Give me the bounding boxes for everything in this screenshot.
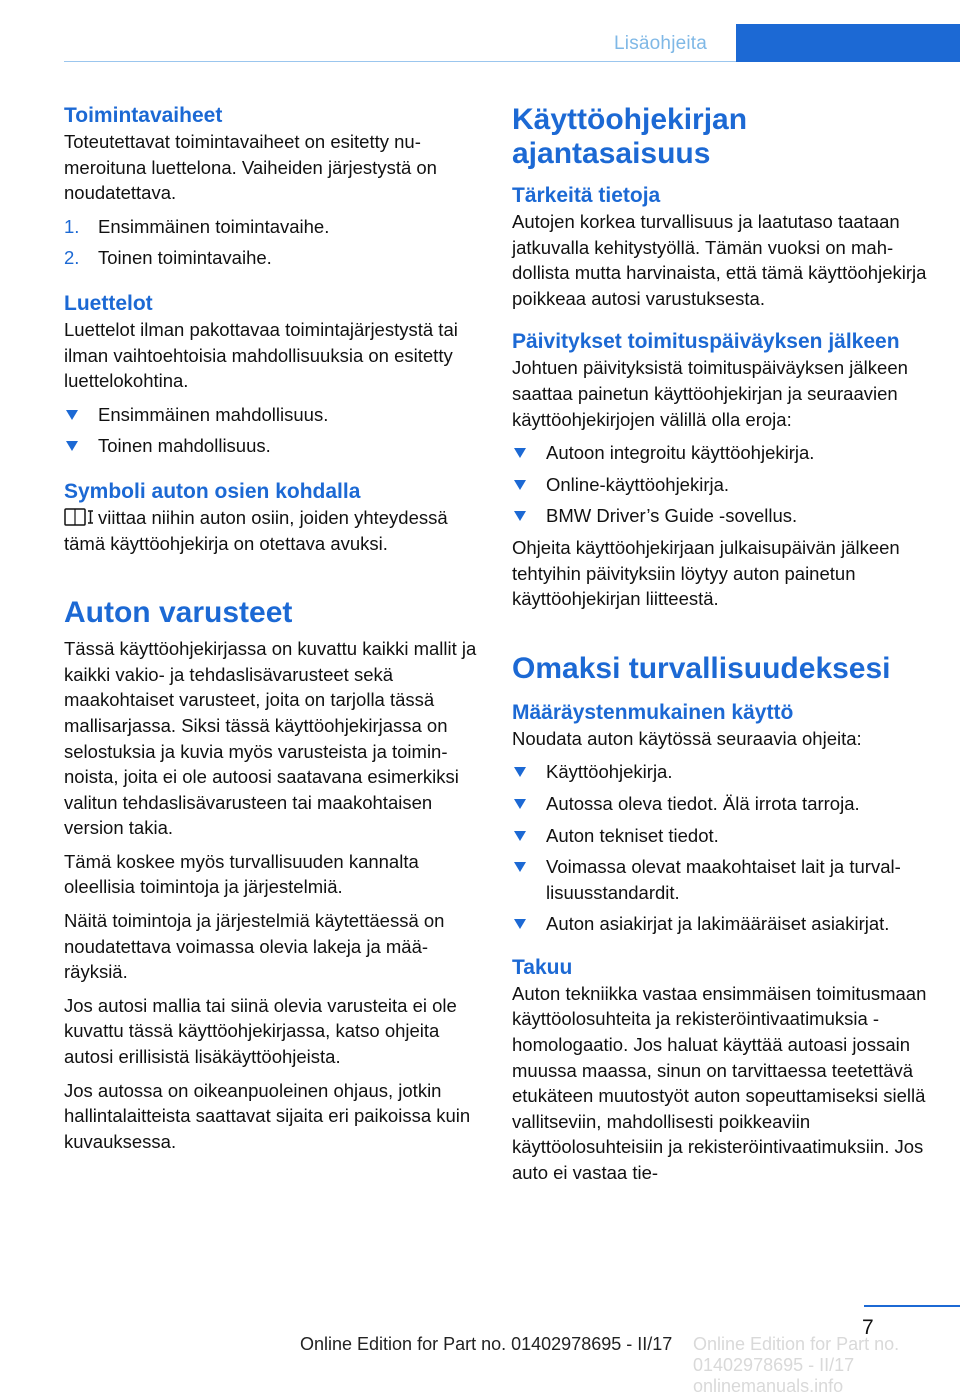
paragraph-equipment-5: Jos autossa on oikeanpuoleinen ohjaus, jotkin hallintalaitteista saattavat sijaita eri paikoissa kuin kuvauksessa. <box>64 1079 471 1152</box>
page-number: 7 <box>862 1316 874 1339</box>
list-item-text: Auton asiakirjat ja lakimääräiset asiakirjat. <box>546 913 890 935</box>
heading-proper-use: Määräystenmukainen käyttö <box>512 700 794 724</box>
triangle-down-icon <box>514 862 526 872</box>
paragraph-equipment-1: Tässä käyttöohjekirjassa on kuvattu kaikki mallit ja kaikki vakio- ja tehdaslisävarusteet sekä maakohtaiset varusteet, joita on tarjolla tässä mallisarjassa. Siksi tässä käyttöohjekirjassa on selostuksia ja kuvia myös varusteista ja toiminnoista, joita ei ole autoosi saatavana esimerkiksi valitun tehdaslisävarusteen tai maakohtaisen version takia. <box>64 638 477 839</box>
heading-symbol: Symboli auton osien kohdalla <box>64 479 361 503</box>
section-title: Lisäohjeita <box>614 33 708 54</box>
heading-warranty: Takuu <box>512 955 573 979</box>
list-item-text: Autoon integroitu käyttöohjekirja. <box>546 442 815 464</box>
list-item-text: Auton tekniset tiedot. <box>546 824 719 846</box>
right-column <box>512 103 932 1194</box>
watermark: Online Edition for Part no. 01402978695 - II/17 onlinemanuals.info <box>693 1334 900 1396</box>
list-item-text: Toinen mahdollisuus. <box>98 435 271 457</box>
list-item-text: Voimassa olevat maakohtaiset lait ja turvallisuusstandardit. <box>546 856 901 903</box>
book-icon <box>64 508 94 526</box>
heading-updates: Päivitykset toimituspäiväyksen jälkeen <box>512 330 900 354</box>
updates-list <box>512 440 932 529</box>
heading-currency: Käyttöohjekirjan ajantasaisuus <box>512 103 748 170</box>
list-item <box>512 911 932 937</box>
list-item <box>64 214 478 240</box>
list-item <box>512 503 932 529</box>
step-number: 1. <box>64 215 80 237</box>
paragraph-equipment-4: Jos autosi mallia tai siinä olevia varusteita ei ole kuvattu tässä käyttöohjekirjassa, katso ohjeita autosi erillisistä lisäkäyttöohjeista. <box>64 994 457 1068</box>
list-item <box>512 440 932 466</box>
heading-safety: Omaksi turvallisuudeksesi <box>512 651 891 685</box>
triangle-down-icon <box>514 448 526 458</box>
list-item <box>512 759 932 785</box>
list-item <box>512 854 932 905</box>
triangle-down-icon <box>514 919 526 929</box>
heading-important: Tärkeitä tietoja <box>512 184 661 207</box>
step-text: Toinen toimintavaihe. <box>98 247 272 269</box>
list-item <box>64 402 478 428</box>
header-bar <box>736 24 960 62</box>
heading-steps: Toimintavaiheet <box>64 104 223 127</box>
edition-note: Online Edition for Part no. 01402978695 - II/17 <box>300 1334 673 1354</box>
paragraph-symbol <box>64 505 478 556</box>
paragraph-updates: Johtuen päivityksistä toimituspäiväyksen jälkeen saattaa painetun käyttöohjekirjan ja seuraavien käyttöohjekirjojen välillä olla eroja: <box>512 357 908 430</box>
paragraph-steps: Toteutettavat toimintavaiheet on esitetty numeroituna luettelona. Vaiheiden järjestystä on noudatettava. <box>64 131 437 204</box>
list-item-text: Käyttöohjekirja. <box>546 761 673 783</box>
list-item-text: Ensimmäinen mahdollisuus. <box>98 403 329 425</box>
triangle-down-icon <box>66 441 78 451</box>
triangle-down-icon <box>514 831 526 841</box>
heading-lists: Luettelot <box>64 291 153 315</box>
list-item <box>512 791 932 817</box>
list-item-text: Autossa oleva tiedot. Älä irrota tarroja. <box>546 792 860 814</box>
heading-equipment: Auton varusteet <box>64 596 293 630</box>
step-number: 2. <box>64 247 80 269</box>
triangle-down-icon <box>514 799 526 809</box>
paragraph-equipment-3: Näitä toimintoja ja järjestelmiä käytettäessä on noudatettava voimassa olevia lakeja ja määräyksiä. <box>64 910 445 983</box>
triangle-down-icon <box>66 410 78 420</box>
paragraph-warranty: Auton tekniikka vastaa ensimmäisen toimitusmaan käyttöolosuhteita ja rekisteröintivaatimuksia - homologaatio. Jos haluat käyttää autoasi jossain muussa maassa, sinun on tarvittaessa teetettävä etukäteen muutostyöt auton sopeuttamiseksi siellä vallitseviin, mahdollisesti poikkeaviin käyttöolosuhteisiin ja rekisteröintivaatimuksiin. Jos auto ei vastaa tie- <box>512 982 927 1184</box>
triangle-down-icon <box>514 480 526 490</box>
options-list <box>64 402 478 459</box>
list-item <box>64 245 478 271</box>
paragraph-important: Autojen korkea turvallisuus ja laatutaso taataan jatkuvalla kehitystyöllä. Tämän vuoksi on mahdollista mutta harvinaista, että tämä käyttöohjekirja poikkeaa autosi varustuksesta. <box>512 211 927 309</box>
symbol-text: viittaa niihin auton osiin, joiden yhteydessä tämä käyttöohjekirja on otettava avuksi. <box>64 506 448 554</box>
list-item-text: Online-käyttöohjekirja. <box>546 473 730 495</box>
list-item <box>512 823 932 849</box>
header-rule <box>64 61 736 62</box>
paragraph-lists: Luettelot ilman pakottavaa toimintajärjestystä tai ilman vaihtoehtoisia mahdollisuuksia on esitetty luettelokohtina. <box>64 318 458 392</box>
left-column <box>64 103 478 1162</box>
paragraph-equipment-2: Tämä koskee myös turvallisuuden kannalta oleellisia toimintoja ja järjestelmiä. <box>64 850 419 898</box>
step-text: Ensimmäinen toimintavaihe. <box>98 215 330 237</box>
steps-list <box>64 214 478 271</box>
list-item-text: BMW Driver’s Guide -sovellus. <box>546 505 798 527</box>
list-item <box>64 433 478 459</box>
list-item <box>512 472 932 498</box>
paragraph-updates-2: Ohjeita käyttöohjekirjaan julkaisupäivän jälkeen tehtyihin päivityksiin löytyy auton painetun käyttöohjekirjan liitteestä. <box>512 536 900 610</box>
paragraph-proper-use: Noudata auton käytössä seuraavia ohjeita: <box>512 727 862 749</box>
triangle-down-icon <box>514 511 526 521</box>
footer-rule <box>864 1305 960 1307</box>
triangle-down-icon <box>514 767 526 777</box>
proper-use-list <box>512 759 932 937</box>
